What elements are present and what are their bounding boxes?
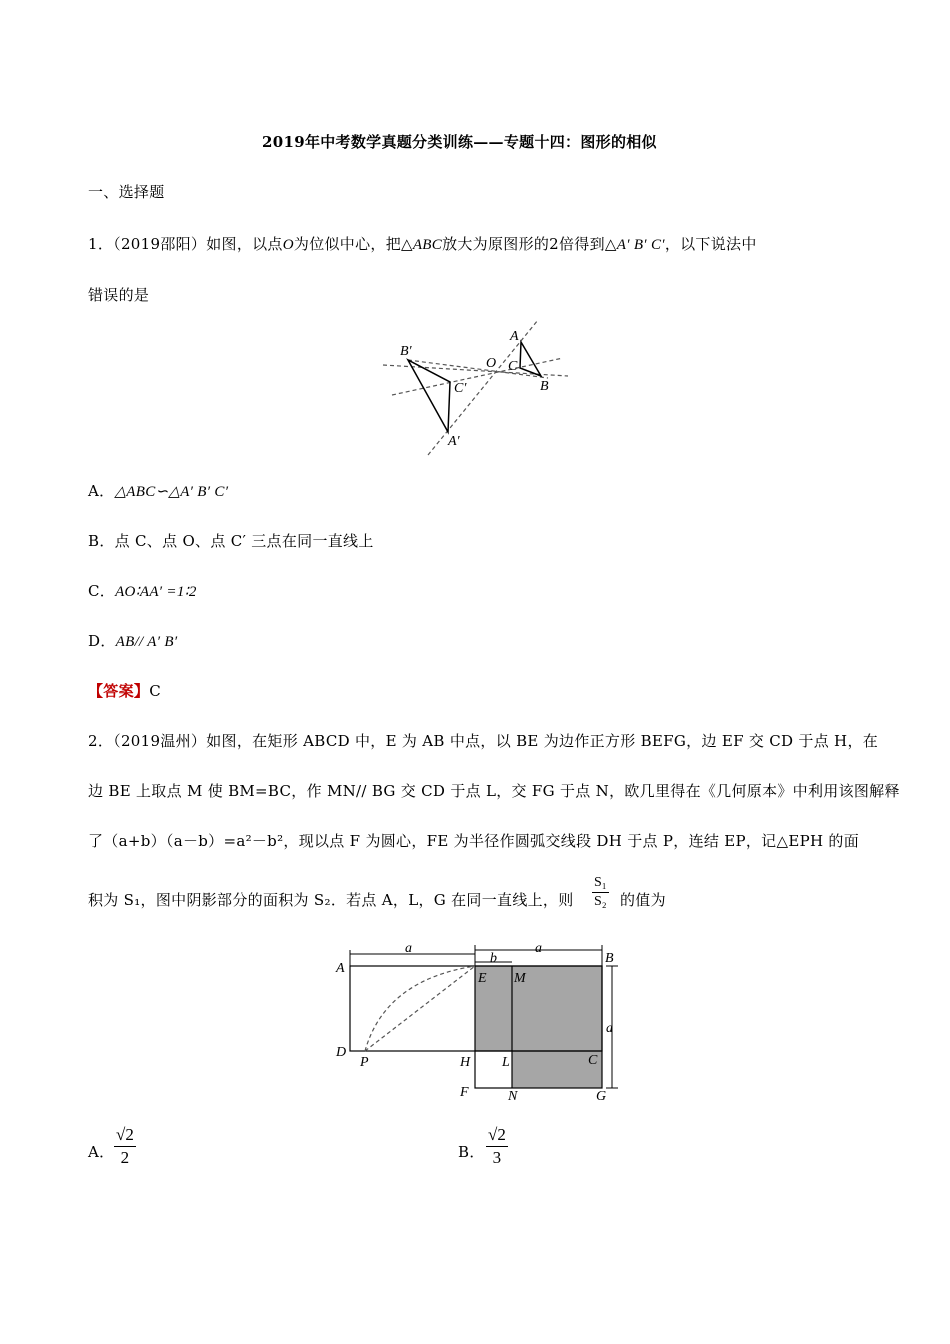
q1-stem-line1: 1．（2019邵阳）如图，以点O为位似中心，把△ABC放大为原图形的2倍得到△A′ B′ C′，以下说法中 (88, 235, 757, 253)
q2-stem-line4-end: 的值为 (620, 891, 666, 909)
label-O: O (486, 356, 497, 371)
label-D: D (336, 1045, 347, 1060)
q1-option-c: C．AO∶AA′ =1∶2 (88, 582, 197, 600)
label-a-top-left: a (405, 941, 412, 956)
label-C1: C′ (454, 381, 467, 396)
q2-stem-line4: 积为 S₁，图中阴影部分的面积为 S₂．若点 A，L，G 在同一直线上，则 (88, 891, 574, 909)
label-A1: A′ (448, 434, 460, 449)
q1-option-b: B．点 C、点 O、点 C′ 三点在同一直线上 (88, 532, 374, 550)
label-A: A (510, 329, 519, 344)
label-a-top-right: a (535, 941, 542, 956)
label-M: M (514, 971, 526, 986)
q2-stem-line1: 2．（2019温州）如图，在矩形 ABCD 中，E 为 AB 中点，以 BE 为边作正方形 BEFG，边 EF 交 CD 于点 H，在 (88, 732, 879, 750)
q1-option-d: D．AB// A′ B′ (88, 632, 178, 650)
q2-option-b-label: B． (458, 1143, 485, 1161)
label-C: C (508, 359, 518, 374)
q2-option-b-fraction: $\frac{√2}{3}$ (488, 1125, 506, 1167)
label-F: F (460, 1085, 469, 1100)
section-heading: 一、选择题 (88, 183, 165, 201)
label-a-right: a (606, 1021, 613, 1036)
label-B: B (540, 379, 549, 394)
q1-stem-line2: 错误的是 (88, 286, 150, 304)
q2-rectangle-figure (330, 940, 630, 1104)
label-b-top: b (490, 951, 497, 966)
q1-answer: 【答案】C (88, 682, 161, 700)
page-title: 2019年中考数学真题分类训练——专题十四：图形的相似 (262, 133, 657, 151)
label-H: H (460, 1055, 471, 1070)
q2-stem-line2: 边 BE 上取点 M 使 BM=BC，作 MN// BG 交 CD 于点 L，交 FG 于点 N，欧几里得在《几何原本》中利用该图解释 (88, 782, 900, 800)
q1-homothety-figure (378, 320, 578, 460)
label-E: E (478, 971, 487, 986)
label-B1: B′ (400, 344, 412, 359)
label-G: G (596, 1089, 607, 1104)
q2-fraction-s1-s2: $\frac{\text{S₁}}{\text{S₂}}$ (594, 875, 607, 909)
q1-option-a: A．△ABC∽△A′ B′ C′ (88, 482, 229, 500)
label-N: N (508, 1089, 518, 1104)
label-A: A (336, 961, 345, 976)
label-P: P (360, 1055, 369, 1070)
q2-stem-line3: 了（a+b）（a－b）=a²－b²，现以点 F 为圆心，FE 为半径作圆弧交线段 DH 于点 P，连结 EP，记△EPH 的面 (88, 832, 860, 850)
label-C: C (588, 1053, 598, 1068)
label-B: B (605, 951, 614, 966)
q2-option-a-fraction: $\frac{√2}{2}$ (116, 1125, 134, 1167)
label-L: L (502, 1055, 510, 1070)
q2-option-a-label: A． (88, 1143, 115, 1161)
